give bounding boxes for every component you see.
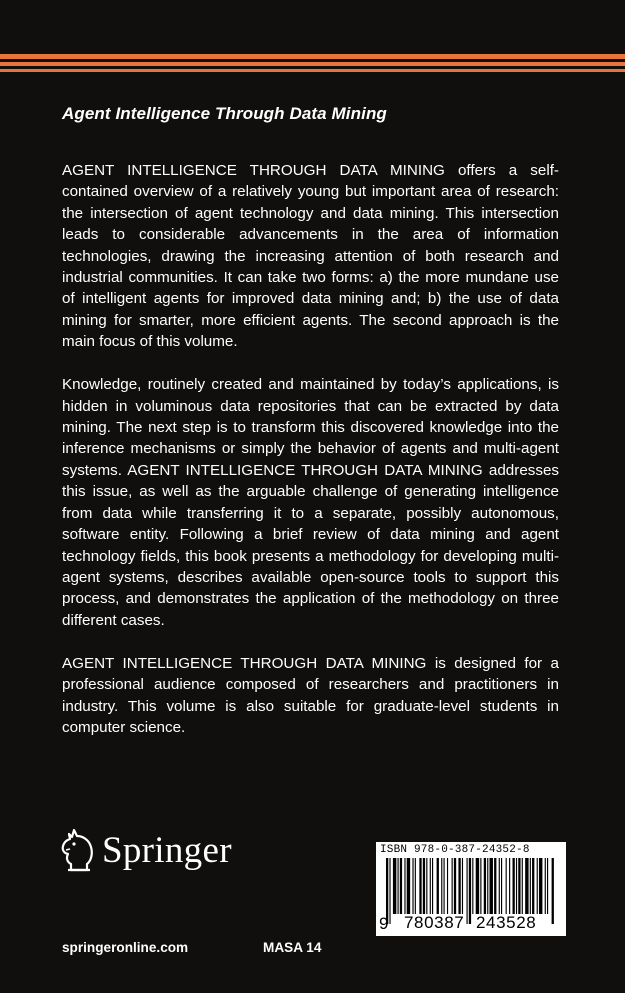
barcode-bar xyxy=(398,858,399,914)
barcode-bar xyxy=(400,858,402,914)
barcode-bar xyxy=(426,858,427,914)
top-stripe-2 xyxy=(0,62,625,66)
barcode-bar xyxy=(407,858,410,914)
barcode-bar xyxy=(389,858,390,924)
barcode-bar xyxy=(412,858,413,914)
barcode-bar xyxy=(458,858,460,914)
series-label: MASA 14 xyxy=(263,940,322,955)
barcode-bar xyxy=(545,858,546,914)
barcode-bar xyxy=(452,858,453,914)
barcode-bar xyxy=(393,858,396,914)
barcode-bar xyxy=(423,858,425,914)
barcode-bar xyxy=(476,858,479,914)
barcode-bar xyxy=(462,858,463,914)
barcode-bar xyxy=(437,858,439,914)
description-paragraph-1: AGENT INTELLIGENCE THROUGH DATA MINING offers a self-contained overview of a relatively young but important area of research: the intersection of agent technology and data mining. This intersection leads to considerable advancements in the area of information technologies, drawing the increasing attention of both research and industrial communities. It can take two forms: a) the more mundane use of intelligent agents for improved data mining and; b) the use of data mining for smarter, more efficient agents. The second approach is the main focus of this volume. xyxy=(62,162,559,351)
barcode-bar xyxy=(530,858,531,914)
barcode-bar xyxy=(494,858,496,914)
barcode-bar xyxy=(547,858,548,914)
publisher-name: Springer xyxy=(102,829,232,871)
barcode-bar xyxy=(480,858,481,914)
barcode-bar xyxy=(415,858,416,914)
barcode-bar xyxy=(441,858,442,914)
barcode-bar xyxy=(552,858,554,924)
barcode-bar xyxy=(419,858,421,914)
barcode-bar xyxy=(516,858,517,914)
barcode-bar xyxy=(430,858,431,914)
barcode-bar xyxy=(467,858,468,924)
barcode-bar xyxy=(469,858,471,924)
description-paragraph-2: Knowledge, routinely created and maintained by today’s applications, is hidden in voluminous data repositories that can be extracted by data mining. The next step is to transform this discovered knowledge into the inference mechanisms or simply the behavior of agents and multi-agent systems. AGENT INTELLIGENCE THROUGH DATA MINING addresses this issue, as well as the arguable challenge of generating intelligence from data while transferring it to a separate, possibly autonomous, software entity. Following a brief review of data mining and agent technology fields, this book presents a methodology for developing multi-agent systems, describes available open-source tools to support this process, and demonstrates the application of the methodology on three different cases. xyxy=(62,376,559,629)
barcode-bar xyxy=(472,858,473,914)
barcode-bar xyxy=(539,858,542,914)
description-paragraph-3: AGENT INTELLIGENCE THROUGH DATA MINING is designed for a professional audience composed of researchers and practitioners in industry. This volume is also suitable for graduate-level students in computer science. xyxy=(62,654,559,736)
barcode-bar xyxy=(454,858,456,914)
barcode-bar xyxy=(532,858,534,914)
ean-left-group: 780387 xyxy=(404,913,465,932)
ean-right-group: 243528 xyxy=(476,913,537,932)
barcode-bar xyxy=(525,858,528,914)
top-stripe-1 xyxy=(0,54,625,59)
barcode-bar xyxy=(518,858,520,914)
barcode-bar xyxy=(484,858,486,914)
barcode-panel xyxy=(376,842,566,936)
springer-logo xyxy=(58,822,232,874)
barcode-bar xyxy=(490,858,493,914)
barcode-bar xyxy=(447,858,448,914)
barcode-bar xyxy=(499,858,500,914)
book-title: Agent Intelligence Through Data Mining xyxy=(62,104,387,123)
barcode-bar xyxy=(501,858,502,914)
barcode-bar xyxy=(522,858,523,914)
barcode-bar xyxy=(404,858,405,914)
barcode-bar xyxy=(537,858,538,914)
isbn-label: ISBN 978-0-387-24352-8 xyxy=(380,844,530,856)
barcode-bar xyxy=(513,858,515,914)
barcode-bar xyxy=(487,858,488,914)
barcode-bar xyxy=(506,858,507,914)
barcode-bar xyxy=(509,858,510,914)
description xyxy=(62,160,559,760)
ean-first-digit: 9 xyxy=(379,914,389,933)
barcode-bar xyxy=(444,858,445,914)
springer-knight-icon xyxy=(58,823,98,873)
top-stripe-3 xyxy=(0,69,625,72)
publisher-website: springeronline.com xyxy=(62,940,189,955)
barcode-bar xyxy=(432,858,433,914)
